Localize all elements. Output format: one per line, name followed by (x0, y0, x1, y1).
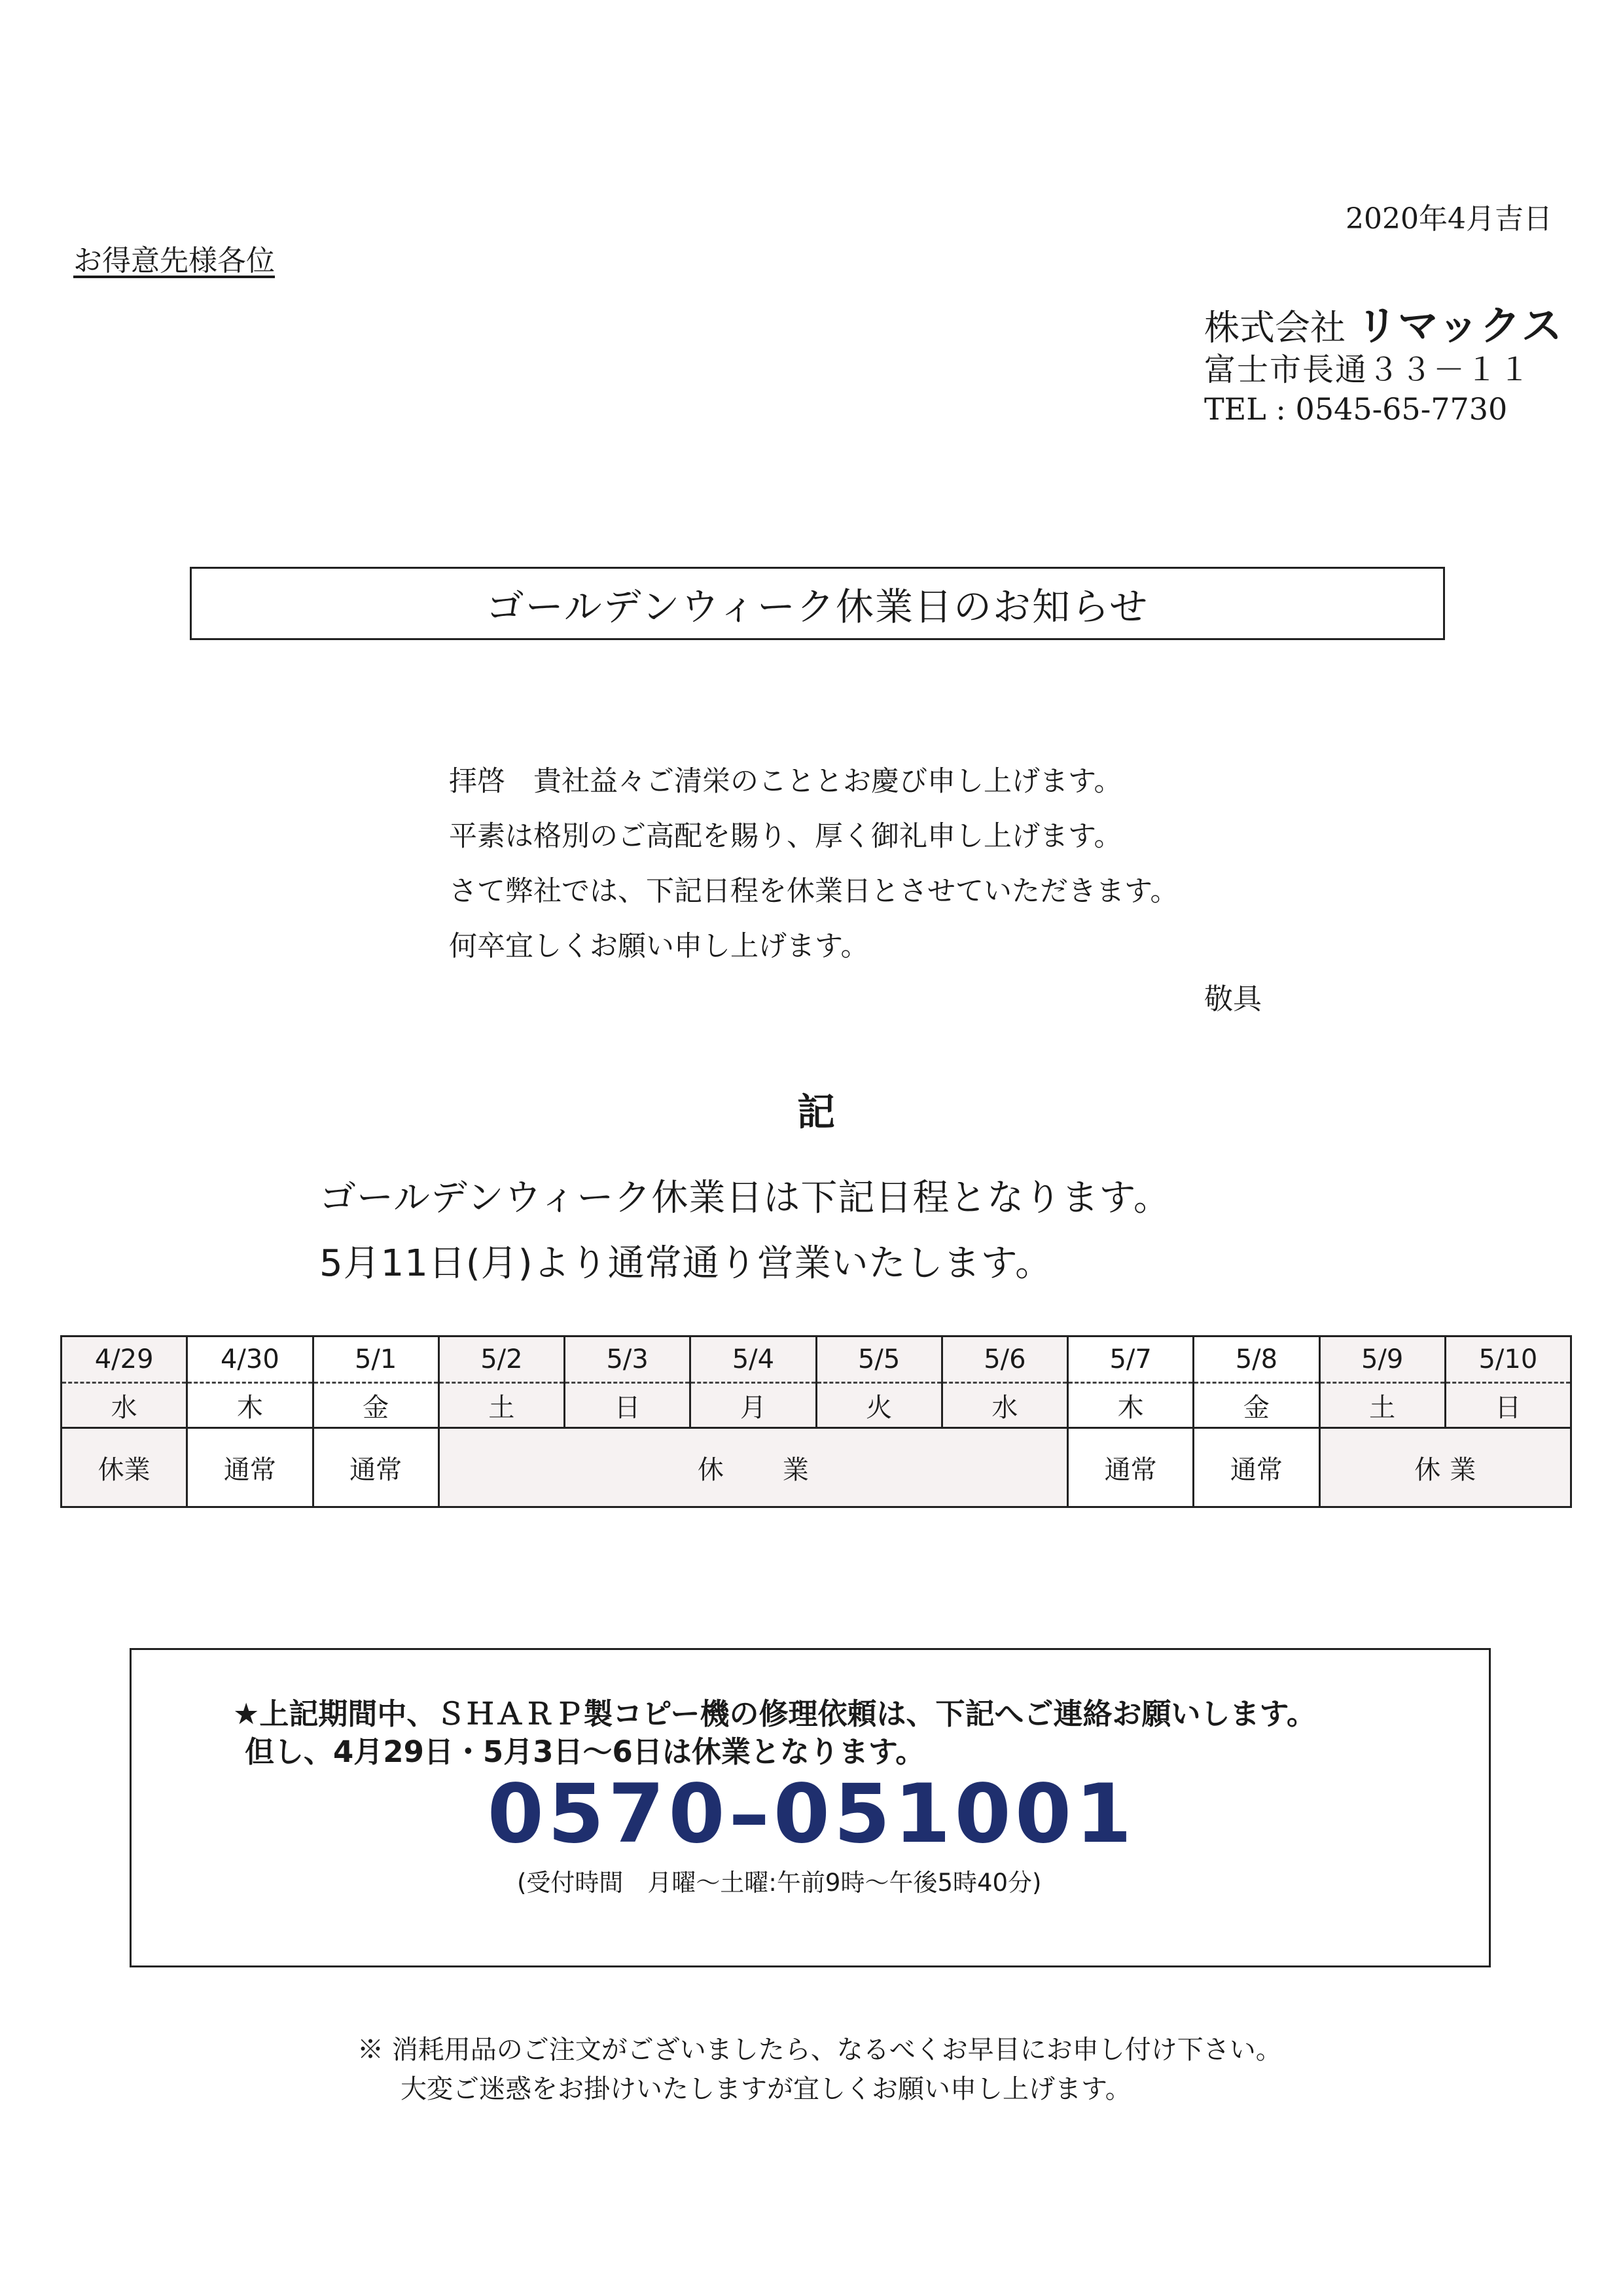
company-brand: リマックス (1357, 302, 1563, 350)
closing: 敬具 (1204, 982, 1262, 1016)
document-title: ゴールデンウィーク休業日のお知らせ (190, 567, 1445, 640)
footer-note: ※ 消耗用品のご注文がございましたら、なるべくお早目にお申し付け下さい。 (357, 2035, 1282, 2065)
status-cell-open: 通常 (313, 1428, 438, 1507)
date-cell: 5/1 (313, 1336, 438, 1383)
weekday-cell: 土 (1319, 1383, 1445, 1428)
weekday-cell: 月 (690, 1383, 816, 1428)
weekday-cell: 日 (1445, 1383, 1571, 1428)
status-cell-closed: 休業 (62, 1428, 187, 1507)
body-line: 何卒宜しくお願い申し上げます。 (449, 930, 869, 963)
date-cell: 5/4 (690, 1336, 816, 1383)
schedule-dates-row (62, 1336, 1571, 1383)
date-cell: 5/10 (1445, 1336, 1571, 1383)
body-line: さて弊社では、下記日程を休業日とさせていただきます。 (449, 875, 1179, 908)
date-cell: 5/3 (565, 1336, 690, 1383)
date-cell: 5/2 (438, 1336, 564, 1383)
recipient: お得意先様各位 (73, 244, 275, 278)
body-line: 平素は格別のご高配を賜り、厚く御礼申し上げます。 (449, 820, 1122, 853)
schedule-status-row (62, 1428, 1571, 1507)
weekday-cell: 日 (565, 1383, 690, 1428)
sharp-phone-number: 0570–051001 (487, 1767, 1136, 1861)
company-name (1204, 293, 1563, 351)
weekday-cell: 水 (62, 1383, 187, 1428)
document-date: 2020年4月吉日 (1346, 202, 1552, 236)
weekday-cell: 木 (187, 1383, 313, 1428)
sharp-notice-line: ★上記期間中、ＳＨＡＲＰ製コピー機の修理依頼は、下記へご連絡お願いします。 (233, 1696, 1316, 1731)
status-cell-closed: 休業 (1319, 1428, 1571, 1507)
weekday-cell: 金 (1194, 1383, 1319, 1428)
date-cell: 5/8 (1194, 1336, 1319, 1383)
weekday-cell: 火 (816, 1383, 942, 1428)
ki-heading: 記 (797, 1090, 836, 1134)
notice-line: 5月11日(月)より通常通り営業いたします。 (319, 1242, 1053, 1285)
status-cell-open: 通常 (187, 1428, 313, 1507)
notice-line: ゴールデンウィーク休業日は下記日程となります。 (319, 1177, 1171, 1219)
weekday-cell: 水 (942, 1383, 1067, 1428)
date-cell: 4/30 (187, 1336, 313, 1383)
weekday-cell: 金 (313, 1383, 438, 1428)
weekday-cell: 木 (1068, 1383, 1194, 1428)
body-text (449, 754, 1179, 974)
company-prefix: 株式会社 (1204, 307, 1346, 348)
schedule-table (60, 1335, 1572, 1508)
body-line: 拝啓 貴社益々ご清栄のこととお慶び申し上げます。 (449, 765, 1122, 798)
footer-note: 大変ご迷惑をお掛けいたしますが宜しくお願い申し上げます。 (401, 2074, 1132, 2104)
company-tel: TEL : 0545-65-7730 (1204, 391, 1508, 427)
status-cell-open: 通常 (1194, 1428, 1319, 1507)
date-cell: 5/9 (1319, 1336, 1445, 1383)
schedule-weekdays-row (62, 1383, 1571, 1428)
date-cell: 4/29 (62, 1336, 187, 1383)
weekday-cell: 土 (438, 1383, 564, 1428)
sharp-notice-line: 但し、4月29日・5月3日～6日は休業となります。 (245, 1734, 925, 1769)
date-cell: 5/7 (1068, 1336, 1194, 1383)
status-cell-closed: 休業 (438, 1428, 1067, 1507)
date-cell: 5/5 (816, 1336, 942, 1383)
date-cell: 5/6 (942, 1336, 1067, 1383)
company-address: 富士市長通３３－１１ (1204, 351, 1532, 388)
sharp-reception-hours: (受付時間 月曜～土曜:午前9時～午後5時40分) (517, 1869, 1042, 1897)
status-cell-open: 通常 (1068, 1428, 1194, 1507)
